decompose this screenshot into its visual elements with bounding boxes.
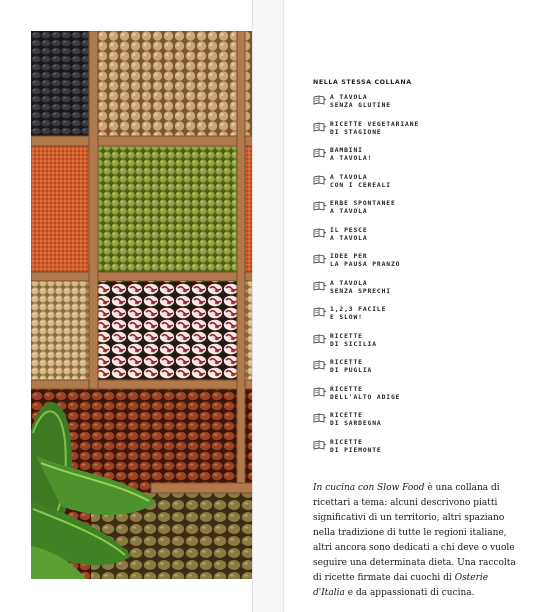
series-item-label: RICETTE DI PUGLIA (330, 359, 373, 375)
series-item (313, 121, 518, 148)
book-icon (313, 334, 327, 344)
series-item-label: RICETTE DI PIEMONTE (330, 438, 382, 454)
book-icon (313, 228, 327, 238)
series-item (313, 227, 518, 254)
series-list (313, 79, 518, 465)
book-icon (313, 201, 327, 211)
book-icon (313, 440, 327, 450)
series-description (313, 481, 521, 601)
series-item (313, 386, 518, 413)
series-item-label: A TAVOLA SENZA SPRECHI (330, 279, 391, 295)
book-icon (313, 307, 327, 317)
series-item (313, 359, 518, 386)
series-item-label: IL PESCE A TAVOLA (330, 226, 368, 242)
cover-photo-legumes (31, 31, 255, 579)
series-item (313, 280, 518, 307)
legumes-illustration (31, 31, 255, 579)
series-item-label: RICETTE DELL'ALTO ADIGE (330, 385, 401, 401)
series-item-label: RICETTE DI SICILIA (330, 332, 377, 348)
book-icon (313, 175, 327, 185)
book-icon (313, 122, 327, 132)
book-icon (313, 254, 327, 264)
series-item (313, 306, 518, 333)
series-item-label: A TAVOLA CON I CEREALI (330, 173, 391, 189)
series-item-label: IDEE PER LA PAUSA PRANZO (330, 253, 401, 269)
book-icon (313, 413, 327, 423)
series-item-label: BAMBINI A TAVOLA! (330, 147, 373, 163)
series-item-label: ERBE SPONTANEE A TAVOLA (330, 200, 396, 216)
series-item-label: RICETTE DI SARDEGNA (330, 412, 382, 428)
series-item-label: RICETTE VEGETARIANE DI STAGIONE (330, 120, 420, 136)
book-icon (313, 281, 327, 291)
description-text-1: è una collana di ricettari a tema: alcuni descrivono piatti significativi di un territorio, altri spaziano nella tradizione di tutte le regioni italiane, altri ancora sono dedicati a chi deve o vuole seguire una determinata dieta. Una raccolta di ricette firmate dai cuochi di (313, 483, 516, 583)
series-item (313, 174, 518, 201)
description-osterie: Osterie d'Italia (313, 573, 489, 598)
series-item-label: A TAVOLA SENZA GLUTINE (330, 94, 391, 110)
book-icon (313, 387, 327, 397)
series-item-label: 1,2,3 FACILE E SLOW! (330, 306, 387, 322)
series-heading: NELLA STESSA COLLANA (313, 79, 412, 86)
book-spine-gutter (252, 0, 284, 612)
book-icon (313, 360, 327, 370)
description-title: In cucina con Slow Food (313, 483, 425, 493)
book-icon (313, 148, 327, 158)
book-icon (313, 95, 327, 105)
description-text-2: e da appassionati di cucina. (344, 588, 475, 598)
series-item (313, 94, 518, 121)
series-item (313, 200, 518, 227)
series-item (313, 147, 518, 174)
series-item (313, 439, 518, 466)
series-item (313, 333, 518, 360)
series-items (313, 94, 518, 465)
series-item (313, 253, 518, 280)
series-item (313, 412, 518, 439)
